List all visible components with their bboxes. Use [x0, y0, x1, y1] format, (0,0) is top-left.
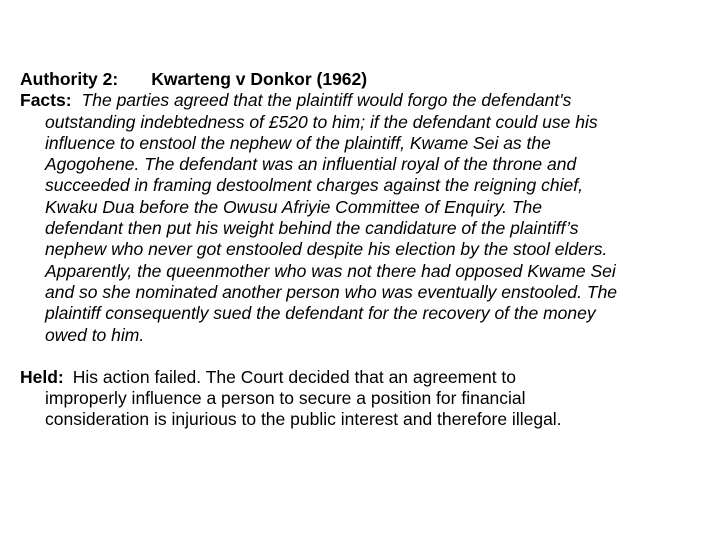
facts-line: plaintiff consequently sued the defendant for the recovery of the money [45, 303, 596, 324]
held-label: Held: [20, 366, 64, 387]
facts-line: Apparently, the queenmother who was not there had opposed Kwame Sei [45, 260, 616, 281]
facts-line: nephew who never got enstooled despite his election by the stool elders. [45, 239, 608, 260]
held-first-line [20, 367, 710, 388]
facts-line: Kwaku Dua before the Owusu Afriyie Committee of Enquiry. The [45, 196, 543, 217]
facts-line: defendant then put his weight behind the candidature of the plaintiff’s [45, 218, 579, 239]
facts-label: Facts: [20, 90, 72, 111]
facts-line: owed to him. [45, 324, 145, 345]
case-content [20, 69, 710, 431]
held-line: improperly influence a person to secure a position for financial [45, 388, 526, 409]
authority-label: Authority 2: [20, 69, 119, 89]
held-line: His action failed. The Court decided that an agreement to [72, 366, 517, 387]
held-line: consideration is injurious to the public interest and therefore illegal. [45, 409, 562, 430]
authority-heading [20, 69, 710, 90]
facts-line: Agogohene. The defendant was an influential royal of the throne and [45, 154, 577, 175]
facts-line: outstanding indebtedness of £520 to him; if the defendant could use his [45, 111, 598, 132]
facts-line: and so she nominated another person who was eventually enstooled. The [45, 281, 618, 302]
facts-paragraph [20, 90, 710, 346]
facts-line: succeeded in framing destoolment charges against the reigning chief, [45, 175, 583, 196]
facts-line: The parties agreed that the plaintiff would forgo the defendant's [81, 90, 572, 111]
held-paragraph [20, 367, 710, 431]
facts-first-line [20, 90, 710, 111]
case-name: Kwarteng v Donkor (1962) [151, 69, 368, 89]
facts-line: influence to enstool the nephew of the plaintiff, Kwame Sei as the [45, 132, 551, 153]
